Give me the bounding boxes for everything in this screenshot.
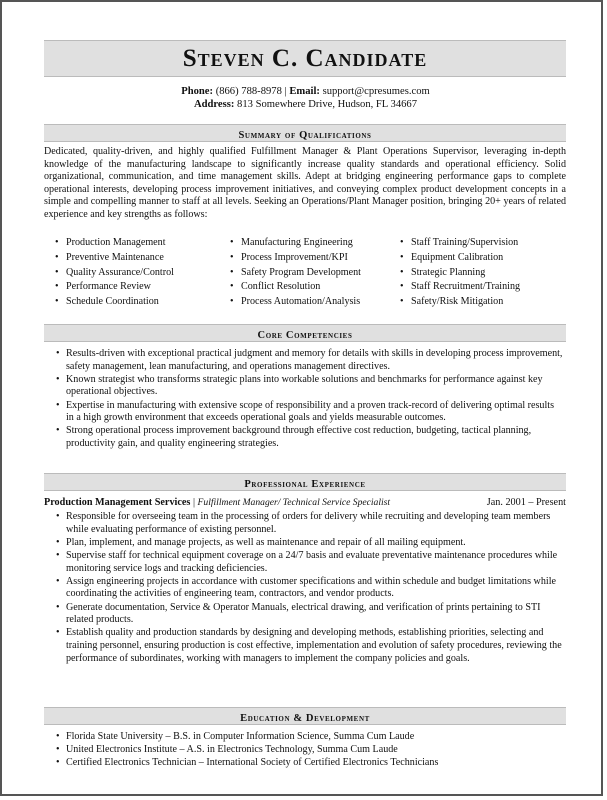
skill-item: • Schedule Coordination bbox=[54, 295, 229, 310]
education-item: • Florida State University – B.S. in Computer Information Science, Summa Cum Laude bbox=[54, 731, 564, 744]
job-dates: Jan. 2001 – Present bbox=[486, 497, 566, 508]
experience-section-header bbox=[44, 473, 566, 491]
skill-item: • Process Automation/Analysis bbox=[229, 295, 399, 310]
skill-item: • Equipment Calibration bbox=[399, 251, 559, 266]
competencies-section-header bbox=[44, 324, 566, 342]
education-item: • Certified Electronics Technician – International Society of Certified Electronics Technicians bbox=[54, 757, 564, 770]
email-label: Email: bbox=[289, 86, 320, 97]
skill-item: • Production Management bbox=[54, 236, 229, 251]
skills-column-3 bbox=[399, 236, 559, 310]
email-value[interactable]: support@cpresumes.com bbox=[322, 86, 430, 97]
competencies-list bbox=[54, 348, 564, 451]
education-list bbox=[54, 731, 564, 771]
address-value: 813 Somewhere Drive, Hudson, FL 34667 bbox=[237, 99, 418, 110]
experience-item: • Supervise staff for technical equipment coverage on a 24/7 basis and evaluate preventative maintenance procedures while monitoring service logs and tracking deficiencies. bbox=[54, 550, 564, 575]
skill-item: • Conflict Resolution bbox=[229, 280, 399, 295]
skill-item: • Staff Recruitment/Training bbox=[399, 280, 559, 295]
competency-item: • Expertise in manufacturing with extensive scope of responsibility and a proven track-record of delivering optimal results in a high growth environment that exceeds operational goals and yields measurable outcomes. bbox=[54, 400, 564, 425]
contact-separator: | bbox=[284, 86, 287, 97]
experience-title: Professional Experience bbox=[244, 479, 366, 490]
education-section-header bbox=[44, 707, 566, 725]
competency-item: • Known strategist who transforms strategic plans into workable solutions and benchmarks for performance against key operational objectives. bbox=[54, 374, 564, 399]
experience-item: • Generate documentation, Service & Operator Manuals, electrical drawing, and verification of prints pertaining to STI related products. bbox=[54, 602, 564, 627]
company-name: Production Management Services bbox=[44, 497, 191, 508]
job-separator: | bbox=[192, 497, 195, 508]
address-label: Address: bbox=[193, 99, 235, 110]
experience-item: • Plan, implement, and manage projects, as well as maintenance and repair of all mailing equipment. bbox=[54, 537, 564, 550]
experience-list bbox=[54, 511, 564, 666]
summary-section-header bbox=[44, 124, 566, 142]
name-banner bbox=[44, 40, 566, 77]
key-skills bbox=[54, 236, 564, 310]
contact-line-2 bbox=[2, 99, 607, 110]
competencies-title: Core Competencies bbox=[257, 330, 353, 341]
skill-item: • Preventive Maintenance bbox=[54, 251, 229, 266]
education-title: Education & Development bbox=[240, 713, 370, 724]
phone-value: (866) 788-8978 bbox=[215, 86, 282, 97]
skill-item: • Manufacturing Engineering bbox=[229, 236, 399, 251]
job-title: Fulfillment Manager/ Technical Service Specialist bbox=[197, 497, 391, 508]
skill-item: • Staff Training/Supervision bbox=[399, 236, 559, 251]
skill-item: • Safety Program Development bbox=[229, 266, 399, 281]
education-item: • United Electronics Institute – A.S. in Electronics Technology, Summa Cum Laude bbox=[54, 744, 564, 757]
phone-label: Phone: bbox=[181, 86, 214, 97]
skill-item: • Strategic Planning bbox=[399, 266, 559, 281]
skill-item: • Safety/Risk Mitigation bbox=[399, 295, 559, 310]
experience-item: • Responsible for overseeing team in the processing of orders for delivery while recruiting and developing team members while evaluating performance of existing personnel. bbox=[54, 511, 564, 536]
summary-paragraph: Dedicated, quality-driven, and highly qualified Fulfillment Manager & Plant Operations Supervisor, leveraging in-depth knowledge of the manufacturing landscape to significantly increase quality standards and operational efficiency. Solid organizational, communication, and time management skills. Adept at bridging engineering performance gaps to complete operational interests, developing process improvement initiatives, and conveying complex product development concepts in a simple and compelling manner to staff at all levels. Seeking an Operations/Plant Manager position, bringing 20+ years of related experience and key strengths as follows: bbox=[44, 146, 566, 220]
competency-item: • Results-driven with exceptional practical judgment and memory for details with skills in developing process improvement, safety management, lean manufacturing, and operations management directives. bbox=[54, 348, 564, 373]
summary-title: Summary of Qualifications bbox=[238, 130, 372, 141]
contact-line-1 bbox=[2, 86, 607, 97]
skill-item: • Process Improvement/KPI bbox=[229, 251, 399, 266]
job-heading bbox=[44, 497, 566, 508]
skills-column-2 bbox=[229, 236, 399, 310]
experience-item: • Establish quality and production standards by designing and developing methods, establishing priorities, selecting and training personnel, ensuring production is cost effective, implementation and evolution of safety procedures, reviewing the performance of subordinates, working with managers to implement the company policies and goals. bbox=[54, 627, 564, 665]
skills-column-1 bbox=[54, 236, 229, 310]
skill-item: • Quality Assurance/Control bbox=[54, 266, 229, 281]
competency-item: • Strong operational process improvement background through effective cost reduction, budgeting, tactical planning, productivity gain, and quality engineering strategies. bbox=[54, 425, 564, 450]
candidate-name: Steven C. Candidate bbox=[182, 45, 428, 72]
skill-item: • Performance Review bbox=[54, 280, 229, 295]
experience-item: • Assign engineering projects in accordance with customer specifications and within schedule and budget limitations while coordinating the activities of engineering team, contractors, and vendor products. bbox=[54, 576, 564, 601]
